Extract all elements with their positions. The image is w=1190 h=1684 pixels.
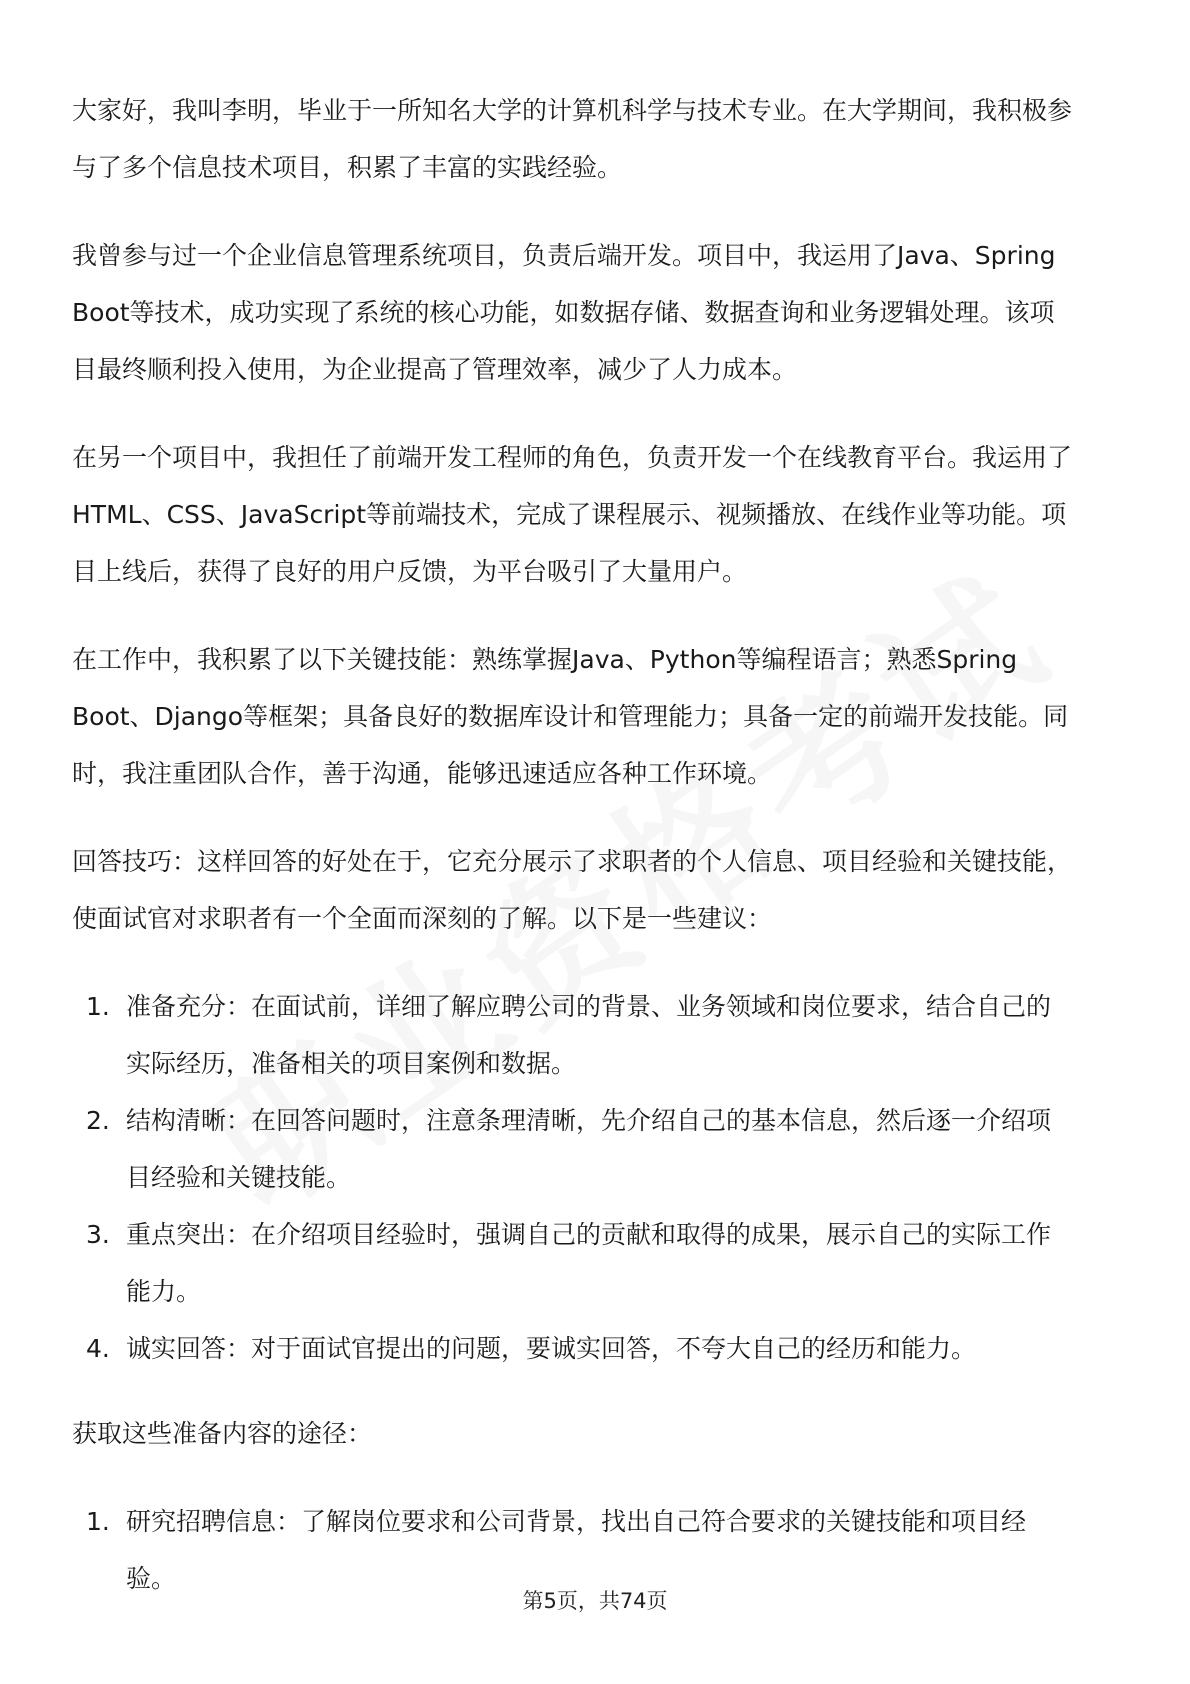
paragraph-answer-tips: 回答技巧：这样回答的好处在于，它充分展示了求职者的个人信息、项目经验和关键技能，使面试官对求职者有一个全面而深刻的了解。以下是一些建议： (72, 847, 1073, 933)
list-number: 4. (86, 1334, 110, 1363)
list-number: 3. (86, 1220, 110, 1249)
list-number: 1. (86, 992, 110, 1021)
list-item-text: 准备充分：在面试前，详细了解应聘公司的背景、业务领域和岗位要求，结合自己的实际经历，准备相关的项目案例和数据。 (126, 992, 1052, 1078)
list-item (72, 978, 1052, 1092)
paragraph-intro: 大家好，我叫李明，毕业于一所知名大学的计算机科学与技术专业。在大学期间，我积极参与了多个信息技术项目，积累了丰富的实践经验。 (72, 96, 1073, 182)
list-item-text: 重点突出：在介绍项目经验时，强调自己的贡献和取得的成果，展示自己的实际工作能力。 (126, 1220, 1052, 1306)
list-number: 1. (86, 1507, 110, 1536)
tips-list (72, 978, 1052, 1377)
paragraph-frontend-project: 在另一个项目中，我担任了前端开发工程师的角色，负责开发一个在线教育平台。我运用了HTML、CSS、JavaScript等前端技术，完成了课程展示、视频播放、在线作业等功能。项目上线后，获得了良好的用户反馈，为平台吸引了大量用户。 (72, 443, 1073, 586)
list-item-text: 研究招聘信息：了解岗位要求和公司背景，找出自己符合要求的关键技能和项目经验。 (126, 1507, 1027, 1593)
list-item (72, 1320, 1052, 1377)
list-item (72, 1092, 1052, 1206)
sources-heading: 获取这些准备内容的途径： (72, 1419, 373, 1448)
list-item-text: 诚实回答：对于面试官提出的问题，要诚实回答，不夸大自己的经历和能力。 (126, 1334, 977, 1363)
list-number: 2. (86, 1106, 110, 1135)
paragraph-backend-project: 我曾参与过一个企业信息管理系统项目，负责后端开发。项目中，我运用了Java、Spring Boot等技术，成功实现了系统的核心功能，如数据存储、数据查询和业务逻辑处理。该项目最终顺利投入使用，为企业提高了管理效率，减少了人力成本。 (72, 241, 1056, 384)
paragraph-key-skills: 在工作中，我积累了以下关键技能：熟练掌握Java、Python等编程语言；熟悉Spring Boot、Django等框架；具备良好的数据库设计和管理能力；具备一定的前端开发技能。同时，我注重团队合作，善于沟通，能够迅速适应各种工作环境。 (72, 645, 1069, 788)
list-item (72, 1206, 1052, 1320)
document-body (72, 82, 1122, 1635)
page-number-footer: 第5页，共74页 (522, 1589, 668, 1613)
list-item-text: 结构清晰：在回答问题时，注意条理清晰，先介绍自己的基本信息，然后逐一介绍项目经验和关键技能。 (126, 1106, 1052, 1192)
